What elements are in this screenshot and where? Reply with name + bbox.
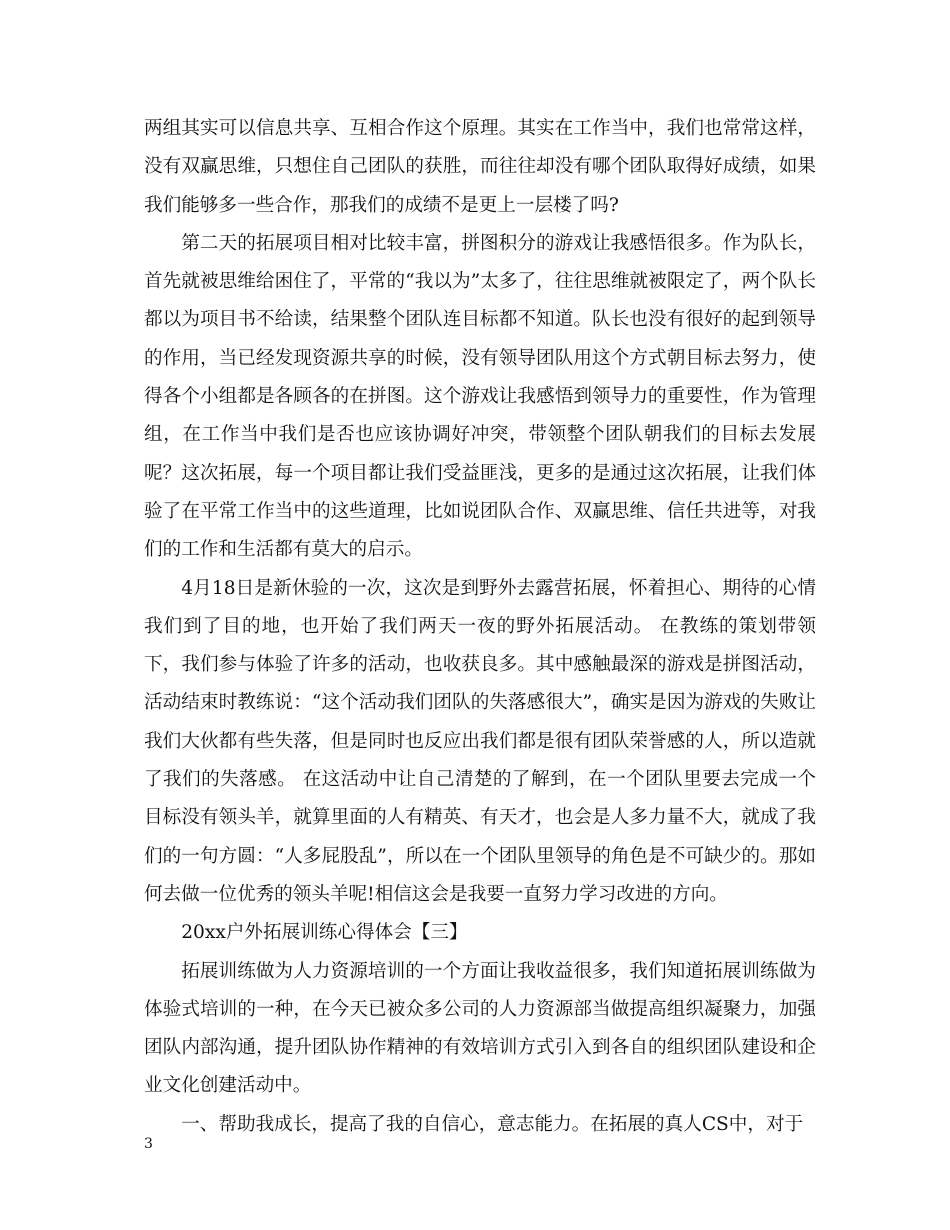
page-number: 3	[144, 1136, 153, 1152]
paragraph-5: 一、帮助我成长，提高了我的自信心，意志能力。在拓展的真人CS中，对于	[181, 1113, 804, 1135]
body-text	[144, 110, 816, 1144]
section-heading: 20xx户外拓展训练心得体会【三】	[181, 922, 468, 944]
paragraph-4: 拓展训练做为人力资源培训的一个方面让我收益很多，我们知道拓展训练做为体验式培训的一种，在今天已被众多公司的人力资源部当做提高组织凝聚力，加强团队内部沟通，提升团队协作精神的有效培训方式引入到各自的组织团队建设和企业文化创建活动中。	[144, 960, 816, 1097]
paragraph-3: 4月18日是新休验的一次，这次是到野外去露营拓展，怀着担心、期待的心情我们到了目的地，也开始了我们两天一夜的野外拓展活动。 在教练的策划带领下，我们参与体验了许多的活动，也收获良多。其中感触最深的游戏是拼图活动，活动结束时教练说：“这个活动我们团队的失落感很大”，确实是因为游戏的失败让我们大伙都有些失落，但是同时也反应出我们都是很有团队荣誉感的人，所以造就了我们的失落感。 在这活动中让自己清楚的了解到，在一个团队里要去完成一个目标没有领头羊，就算里面的人有精英、有天才，也会是人多力量不大，就成了我们的一句方圆：“人多屁股乱”，所以在一个团队里领导的角色是不可缺少的。那如何去做一位优秀的领头羊呢!相信这会是我要一直努力学习改进的方向。	[144, 577, 816, 905]
paragraph-2: 第二天的拓展项目相对比较丰富，拼图积分的游戏让我感悟很多。作为队长，首先就被思维给困住了，平常的“我以为”太多了，往往思维就被限定了，两个队长都以为项目书不给读，结果整个团队连目标都不知道。队长也没有很好的起到领导的作用，当已经发现资源共享的时候，没有领导团队用这个方式朝目标去努力，使得各个小组都是各顾各的在拼图。这个游戏让我感悟到领导力的重要性，作为管理组，在工作当中我们是否也应该协调好冲突，带领整个团队朝我们的目标去发展呢？这次拓展，每一个项目都让我们受益匪浅，更多的是通过这次拓展，让我们体验了在平常工作当中的这些道理，比如说团队合作、双赢思维、信任共进等，对我们的工作和生活都有莫大的启示。	[144, 232, 816, 561]
paragraph-1: 两组其实可以信息共享、互相合作这个原理。其实在工作当中，我们也常常这样，没有双赢思维，只想住自己团队的获胜，而往往却没有哪个团队取得好成绩，如果我们能够多一些合作，那我们的成绩不是更上一层楼了吗?	[144, 118, 816, 216]
